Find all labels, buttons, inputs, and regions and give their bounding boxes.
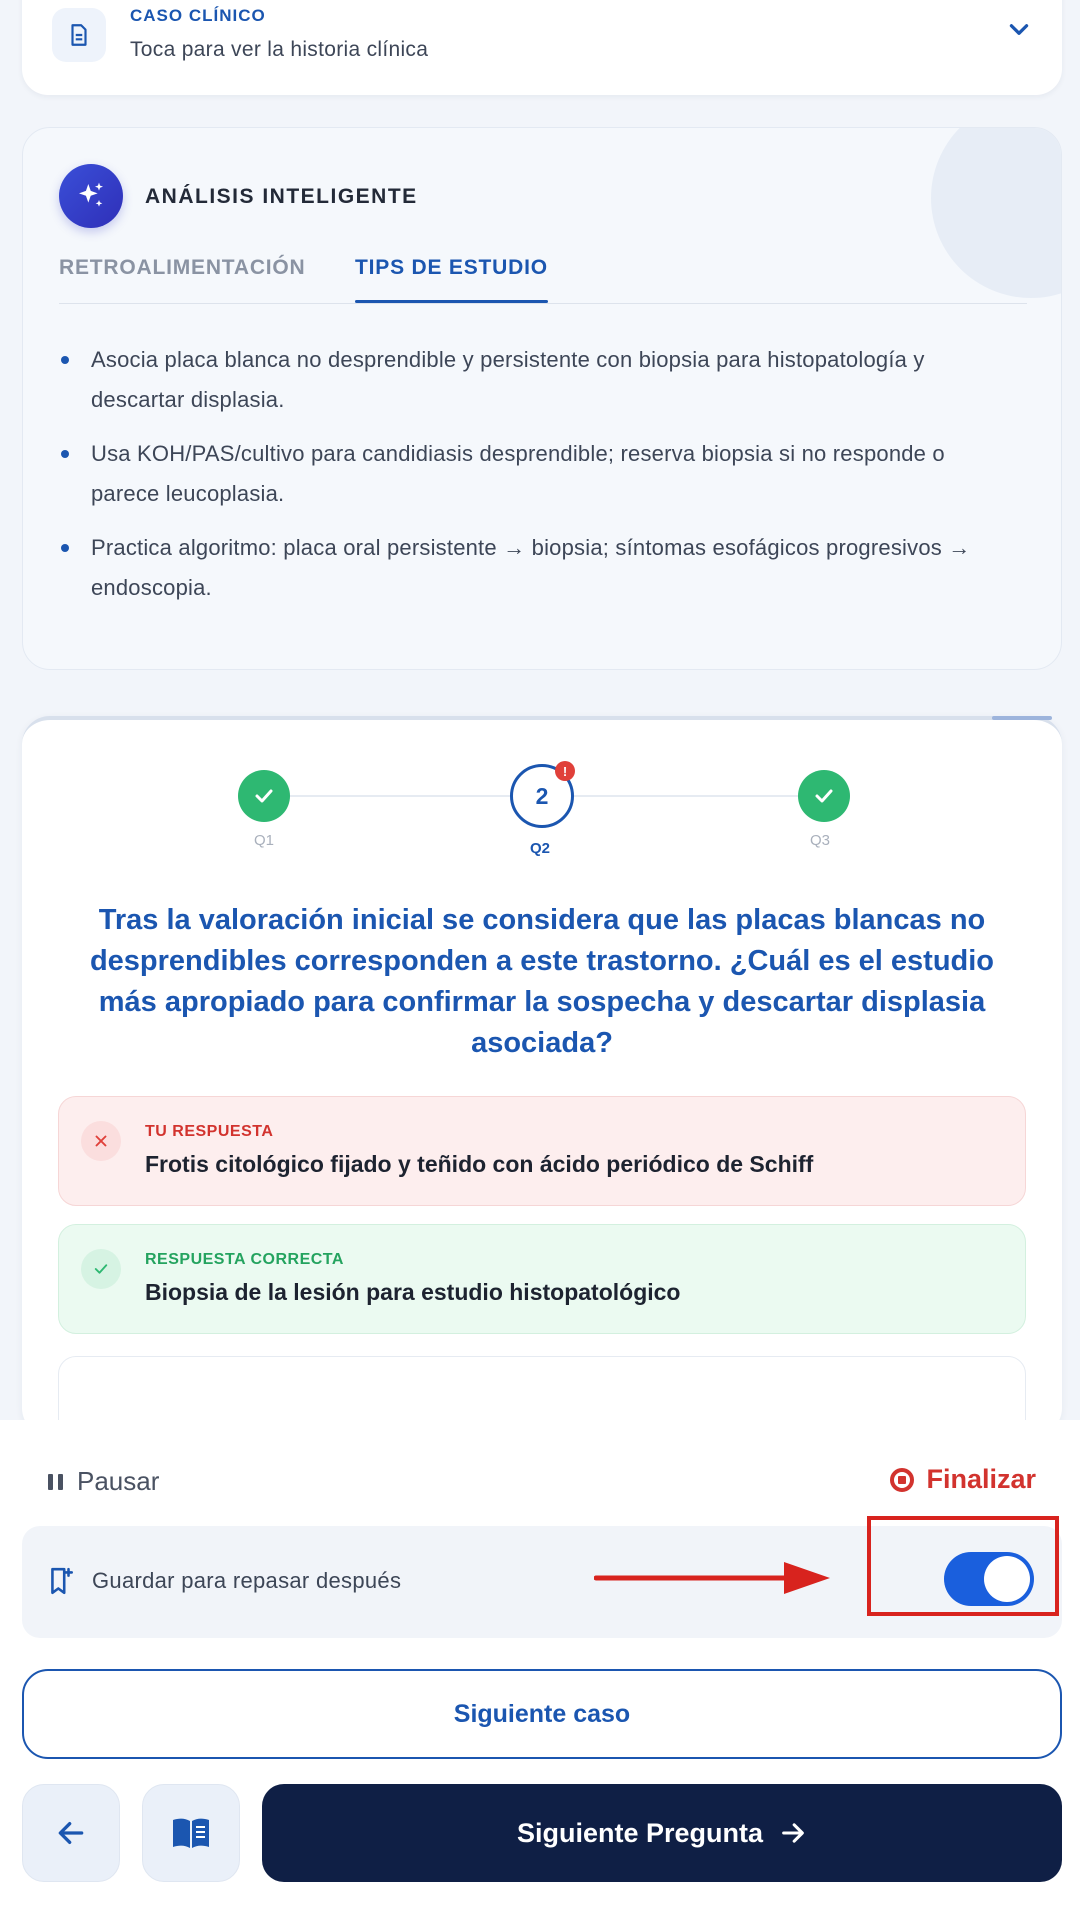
step-q2[interactable]	[510, 764, 574, 828]
clinical-case-card[interactable]	[22, 0, 1062, 95]
pause-icon	[48, 1474, 63, 1490]
finish-button[interactable]	[890, 1464, 1036, 1495]
list-item	[59, 340, 1019, 420]
check-icon	[81, 1249, 121, 1289]
question-card	[22, 716, 1062, 1436]
close-icon	[81, 1121, 121, 1161]
pause-button[interactable]	[48, 1466, 159, 1497]
bottom-action-panel	[0, 1420, 1080, 1920]
open-book-icon	[171, 1816, 211, 1850]
step-q1[interactable]	[238, 770, 290, 822]
bookmark-add-icon	[48, 1566, 74, 1596]
back-button[interactable]	[22, 1784, 120, 1882]
check-icon	[812, 784, 836, 808]
your-answer-text: Frotis citológico fijado y teñido con ácido periódico de Schiff	[145, 1151, 814, 1177]
stop-icon	[890, 1468, 914, 1492]
check-icon	[252, 784, 276, 808]
tab-study-tips[interactable]: TIPS DE ESTUDIO	[355, 256, 548, 279]
case-subtitle: Toca para ver la historia clínica	[130, 38, 429, 61]
finish-label: Finalizar	[926, 1464, 1036, 1494]
smart-analysis-card	[22, 127, 1062, 670]
bullet-icon	[61, 450, 69, 458]
next-question-button[interactable]	[262, 1784, 1062, 1882]
document-icon	[52, 8, 106, 62]
save-toggle[interactable]	[944, 1552, 1034, 1606]
arrow-left-icon	[55, 1817, 87, 1849]
question-text: Tras la valoración inicial se considera que las placas blancas no desprendibles corresponden a este trastorno. ¿Cuál es el estudio más apropiado para confirmar la sospecha y descartar displasia asociada?	[89, 904, 995, 1059]
bullet-icon	[61, 356, 69, 364]
toggle-knob	[984, 1556, 1030, 1602]
your-answer-label: TU RESPUESTA	[145, 1123, 274, 1140]
analysis-title: ANÁLISIS INTELIGENTE	[145, 185, 418, 208]
book-button[interactable]	[142, 1784, 240, 1882]
study-tips-list	[59, 340, 1019, 622]
step-label-q2: Q2	[530, 840, 551, 857]
save-label: Guardar para repasar después	[92, 1568, 402, 1593]
tip-text: Practica algoritmo: placa oral persistente → biopsia; síntomas esofágicos progresivos → endoscopia.	[91, 535, 971, 600]
step-label-q3: Q3	[810, 832, 831, 849]
chevron-down-icon[interactable]	[1006, 16, 1032, 42]
arrow-right-icon	[779, 1819, 807, 1847]
next-case-button[interactable]: Siguiente caso	[22, 1669, 1062, 1759]
bullet-icon	[61, 544, 69, 552]
case-label: CASO CLÍNICO	[130, 6, 266, 25]
correct-answer-box	[58, 1224, 1026, 1334]
alert-badge-icon: !	[555, 761, 575, 781]
list-item	[59, 434, 1019, 514]
annotation-arrow-icon	[594, 1558, 834, 1598]
next-question-label: Siguiente Pregunta	[516, 1817, 764, 1848]
your-answer-box	[58, 1096, 1026, 1206]
correct-answer-text: Biopsia de la lesión para estudio histopatológico	[145, 1279, 681, 1305]
step-label-q1: Q1	[254, 832, 275, 849]
correct-answer-label: RESPUESTA CORRECTA	[145, 1251, 344, 1268]
tip-text: Usa KOH/PAS/cultivo para candidiasis desprendible; reserva biopsia si no responde o parece leucoplasia.	[91, 441, 945, 506]
sparkles-icon	[59, 164, 123, 228]
analysis-tabs	[59, 256, 1027, 304]
step-q3[interactable]	[798, 770, 850, 822]
save-for-review-row	[22, 1526, 1062, 1638]
tip-text: Asocia placa blanca no desprendible y persistente con biopsia para histopatología y descartar displasia.	[91, 347, 925, 412]
list-item	[59, 528, 1019, 608]
step-number: 2	[535, 782, 549, 809]
tab-feedback[interactable]: RETROALIMENTACIÓN	[59, 256, 306, 279]
pause-label: Pausar	[77, 1466, 160, 1496]
